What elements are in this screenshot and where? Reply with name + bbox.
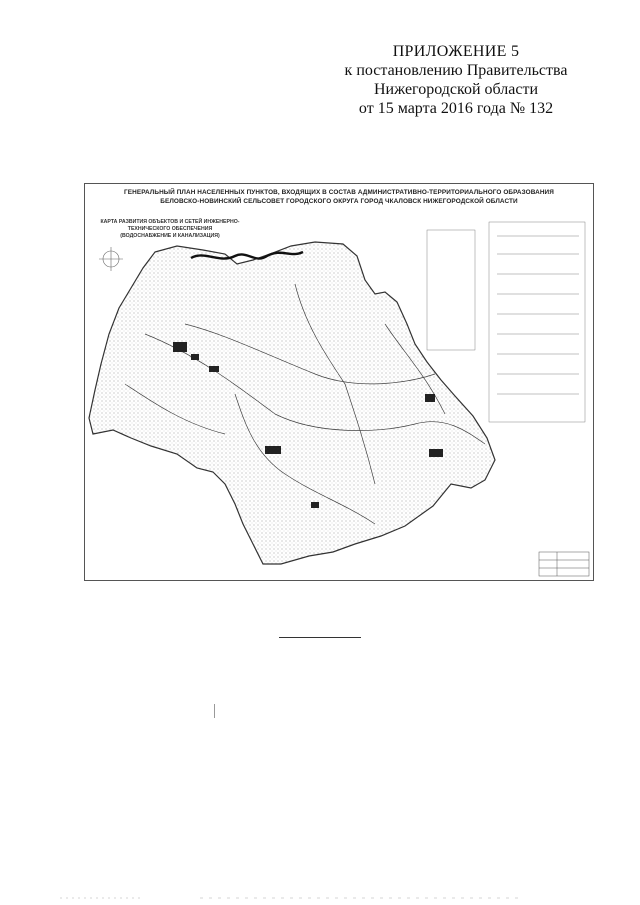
map-subtitle-line-1: КАРТА РАЗВИТИЯ ОБЪЕКТОВ И СЕТЕЙ ИНЖЕНЕРНО-ТЕХНИЧЕСКОГО ОБЕСПЕЧЕНИЯ — [100, 219, 240, 232]
page-divider-line — [279, 637, 361, 638]
map-sheet — [84, 183, 594, 581]
map-subtitle-line-2: (ВОДОСНАБЖЕНИЕ И КАНАЛИЗАЦИЯ) — [120, 233, 220, 239]
compass-icon — [99, 247, 123, 271]
map-title-line-1: ГЕНЕРАЛЬНЫЙ ПЛАН НАСЕЛЕННЫХ ПУНКТОВ, ВХОДЯЩИХ В СОСТАВ АДМИНИСТРАТИВНО-ТЕРРИТОРИАЛЬНОГО ОБРАЗОВАНИЯ — [124, 189, 554, 196]
scan-artifact — [214, 704, 215, 718]
region-name: Нижегородской области — [373, 81, 538, 98]
appendix-number: ПРИЛОЖЕНИЕ 5 — [392, 43, 520, 60]
scan-edge-noise — [0, 896, 640, 900]
resolution-reference: к постановлению Правительства — [344, 62, 568, 79]
map-title-line-2: БЕЛОВСКО-НОВИНСКИЙ СЕЛЬСОВЕТ ГОРОДСКОГО ОКРУГА ГОРОД ЧКАЛОВСК НИЖЕГОРОДСКОЙ ОБЛАСТИ — [160, 198, 518, 205]
title-block-stamp — [539, 552, 589, 576]
document-header — [326, 42, 586, 118]
territory-boundary — [89, 242, 495, 564]
map-drawing — [85, 184, 593, 580]
resolution-date: от 15 марта 2016 года № 132 — [358, 100, 554, 117]
